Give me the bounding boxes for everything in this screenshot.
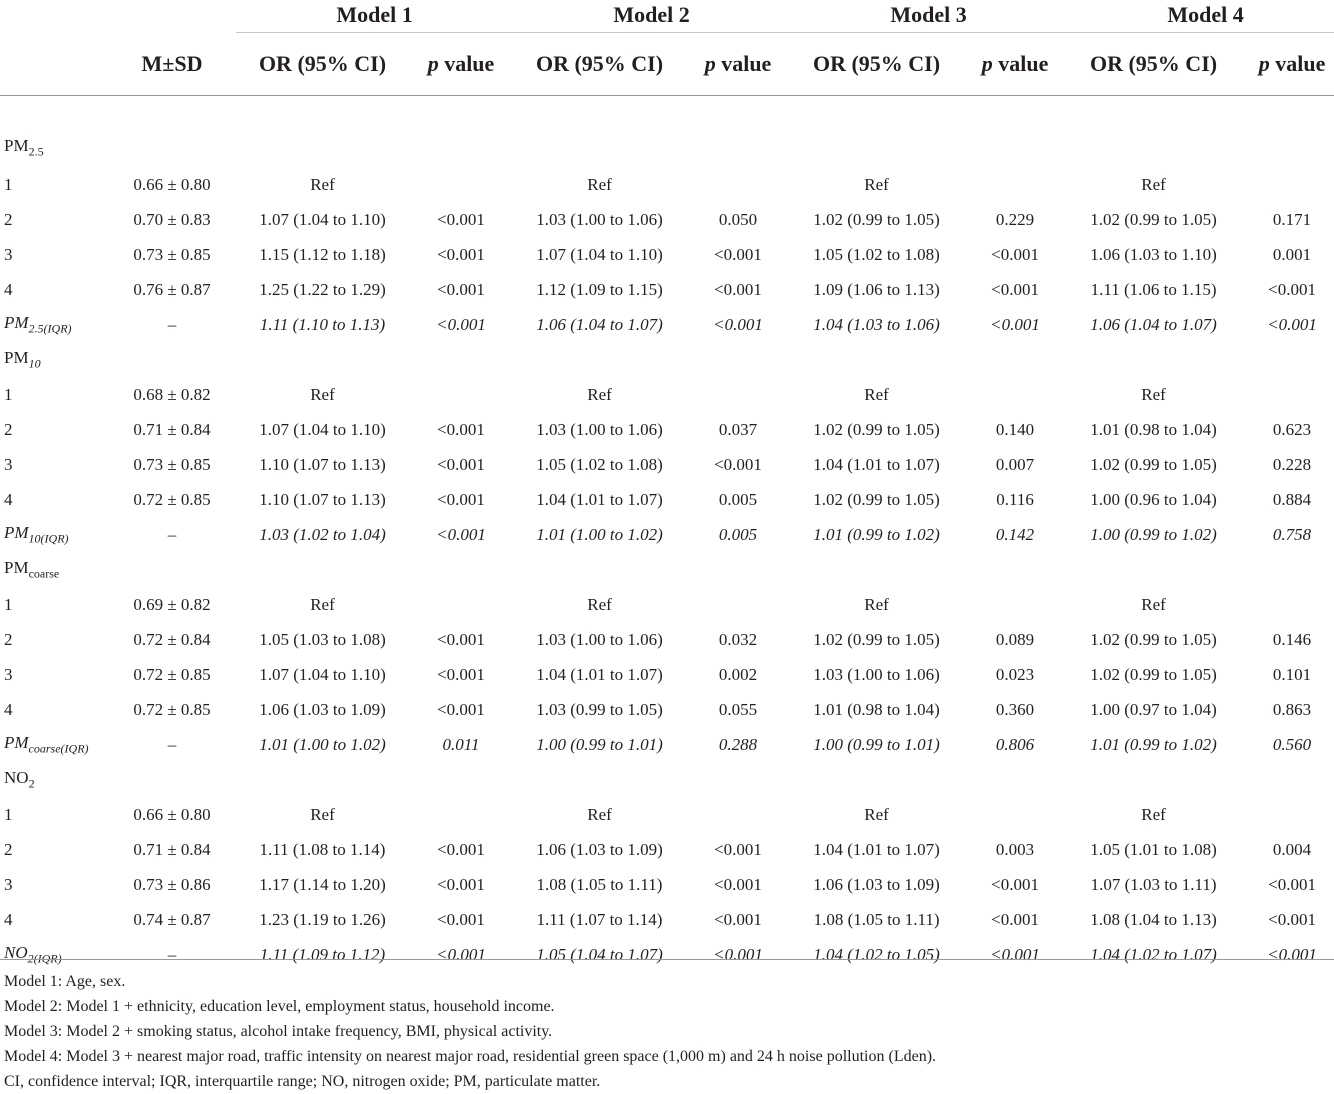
footnote: Model 1: Age, sex. <box>4 973 126 990</box>
p-value-cell <box>1240 797 1334 832</box>
p-value-cell: 0.623 <box>1272 419 1312 439</box>
p-value-cell: <0.001 <box>991 279 1039 299</box>
iqr-label: $PM_{2.5(IQR)}$ <box>4 312 72 336</box>
pollutant-label: $PM_{coarse}$ <box>4 557 60 581</box>
or-cell: 1.02 (0.99 to 1.05) <box>1090 664 1217 684</box>
p-value-header: p value <box>409 33 513 96</box>
footnote: Model 2: Model 1 + ethnicity, education level, employment status, household income. <box>4 998 555 1015</box>
or-cell: Ref <box>864 594 889 614</box>
or-cell: 1.07 (1.04 to 1.10) <box>536 244 663 264</box>
table-footnotes <box>4 969 936 1094</box>
iqr-row <box>0 727 1334 762</box>
p-value-cell: <0.001 <box>714 839 762 859</box>
msd-cell: 0.72 ± 0.85 <box>133 664 211 684</box>
footnote: CI, confidence interval; IQR, interquartile range; NO, nitrogen oxide; PM, particulate matter. <box>4 1073 601 1090</box>
p-value-cell: <0.001 <box>437 874 485 894</box>
or-cell: Ref <box>587 594 612 614</box>
p-value-cell: <0.001 <box>714 454 762 474</box>
or-cell: 1.05 (1.02 to 1.08) <box>813 244 940 264</box>
or-cell: 1.06 (1.03 to 1.10) <box>1090 244 1217 264</box>
iqr-label: $PM_{coarse(IQR)}$ <box>4 732 89 756</box>
p-value-cell: 0.142 <box>995 524 1035 544</box>
or-cell: 1.07 (1.04 to 1.10) <box>259 209 386 229</box>
p-value-cell: <0.001 <box>713 314 763 334</box>
p-value-cell: <0.001 <box>437 909 485 929</box>
or-cell: Ref <box>864 804 889 824</box>
p-value-cell: <0.001 <box>437 244 485 264</box>
or-cell: 1.04 (1.02 to 1.07) <box>1090 944 1217 964</box>
or-cell: 1.09 (1.06 to 1.13) <box>813 279 940 299</box>
or-cell: 1.17 (1.14 to 1.20) <box>259 874 386 894</box>
table-row <box>0 797 1334 832</box>
or-header: OR (95% CI) <box>236 33 409 96</box>
p-value-cell: 0.140 <box>995 419 1035 439</box>
or-cell: 1.01 (0.98 to 1.04) <box>813 699 940 719</box>
p-value-cell <box>963 797 1067 832</box>
p-value-cell <box>686 377 790 412</box>
p-value-cell: 0.884 <box>1272 489 1312 509</box>
table-row <box>0 657 1334 692</box>
or-cell: 1.08 (1.05 to 1.11) <box>813 909 940 929</box>
or-cell: 1.00 (0.96 to 1.04) <box>1090 489 1217 509</box>
msd-cell: 0.71 ± 0.84 <box>133 839 211 859</box>
msd-cell: 0.71 ± 0.84 <box>133 419 211 439</box>
pollutant-label: $PM_{2.5}$ <box>4 135 44 158</box>
table-row <box>0 587 1334 622</box>
iqr-row <box>0 307 1334 342</box>
or-header: OR (95% CI) <box>1067 33 1240 96</box>
msd-header: M±SD <box>108 33 236 96</box>
or-cell: 1.01 (1.00 to 1.02) <box>259 734 386 754</box>
or-cell: 1.03 (0.99 to 1.05) <box>536 699 663 719</box>
msd-cell: 0.73 ± 0.85 <box>133 244 211 264</box>
or-cell: Ref <box>1141 384 1166 404</box>
or-header: OR (95% CI) <box>513 33 686 96</box>
iqr-row <box>0 517 1334 552</box>
p-value-cell: <0.001 <box>1268 874 1316 894</box>
p-value-cell: 0.229 <box>995 209 1035 229</box>
msd-cell: 0.70 ± 0.83 <box>133 209 211 229</box>
msd-cell: – <box>167 734 177 754</box>
table-row <box>0 202 1334 237</box>
table-row <box>0 412 1334 447</box>
p-value-cell: 0.050 <box>718 209 758 229</box>
p-value-cell: <0.001 <box>437 699 485 719</box>
quartile-label: 2 <box>4 839 13 859</box>
p-value-cell: 0.116 <box>996 489 1034 509</box>
table-row <box>0 377 1334 412</box>
quartile-label: 2 <box>4 209 13 229</box>
p-value-cell: <0.001 <box>990 314 1040 334</box>
or-cell: 1.04 (1.01 to 1.07) <box>536 489 663 509</box>
p-value-cell: <0.001 <box>713 944 763 964</box>
p-value-cell: 0.001 <box>1272 244 1312 264</box>
or-cell: 1.07 (1.04 to 1.10) <box>259 419 386 439</box>
p-value-cell: 0.806 <box>995 734 1035 754</box>
p-value-cell: 0.360 <box>995 699 1035 719</box>
p-value-cell: 0.146 <box>1272 629 1312 649</box>
or-cell: 1.03 (1.00 to 1.06) <box>536 209 663 229</box>
or-cell: 1.01 (0.99 to 1.02) <box>1090 734 1217 754</box>
or-cell: 1.05 (1.02 to 1.08) <box>536 454 663 474</box>
or-cell: 1.07 (1.04 to 1.10) <box>259 664 386 684</box>
section-header-row <box>0 342 1334 377</box>
msd-cell: 0.72 ± 0.84 <box>133 629 211 649</box>
p-value-cell: 0.005 <box>718 524 758 544</box>
or-cell: 1.11 (1.06 to 1.15) <box>1090 279 1217 299</box>
p-value-cell: <0.001 <box>437 454 485 474</box>
pollutant-label: $NO_2$ <box>4 767 35 791</box>
p-value-cell: 0.011 <box>442 734 480 754</box>
p-value-cell: 0.758 <box>1272 524 1312 544</box>
p-value-cell: <0.001 <box>714 244 762 264</box>
msd-cell: 0.73 ± 0.86 <box>133 874 211 894</box>
footnote: Model 3: Model 2 + smoking status, alcohol intake frequency, BMI, physical activity. <box>4 1023 553 1040</box>
p-value-cell: <0.001 <box>437 664 485 684</box>
or-cell: 1.25 (1.22 to 1.29) <box>259 279 386 299</box>
quartile-label: 4 <box>4 909 13 929</box>
p-value-cell: 0.560 <box>1272 734 1312 754</box>
p-value-header: p value <box>963 33 1067 96</box>
or-cell: 1.07 (1.03 to 1.11) <box>1090 874 1217 894</box>
quartile-label: 3 <box>4 244 13 264</box>
or-cell: 1.02 (0.99 to 1.05) <box>813 419 940 439</box>
or-cell: 1.02 (0.99 to 1.05) <box>1090 454 1217 474</box>
pollutant-subscript: 10 <box>28 356 41 371</box>
quartile-label: 3 <box>4 664 13 684</box>
p-value-cell <box>963 587 1067 622</box>
table-row <box>0 622 1334 657</box>
or-cell: 1.08 (1.04 to 1.13) <box>1090 909 1217 929</box>
table-row <box>0 482 1334 517</box>
quartile-label: 2 <box>4 419 13 439</box>
p-value-cell <box>409 377 513 412</box>
table-body <box>0 96 1334 973</box>
or-cell: 1.02 (0.99 to 1.05) <box>813 629 940 649</box>
msd-cell: 0.69 ± 0.82 <box>133 594 211 614</box>
msd-cell: 0.72 ± 0.85 <box>133 699 211 719</box>
or-cell: Ref <box>1141 804 1166 824</box>
section-header-row <box>0 96 1334 168</box>
p-value-cell: 0.171 <box>1272 209 1312 229</box>
p-value-cell: <0.001 <box>437 629 485 649</box>
table-bottom-rule <box>0 959 1334 960</box>
or-cell: 1.01 (0.99 to 1.02) <box>813 524 940 544</box>
p-value-cell: 0.032 <box>718 629 758 649</box>
or-cell: 1.02 (0.99 to 1.05) <box>1090 209 1217 229</box>
section-header-row <box>0 552 1334 587</box>
table-row <box>0 867 1334 902</box>
header-blank <box>0 0 108 33</box>
or-cell: 1.00 (0.99 to 1.01) <box>813 734 940 754</box>
footnote: Model 4: Model 3 + nearest major road, traffic intensity on nearest major road, residential green space (1,000 m) and 24 h noise pollution (Lden). <box>4 1048 937 1065</box>
p-value-cell: <0.001 <box>990 944 1040 964</box>
header-blank <box>0 33 108 96</box>
p-value-cell: 0.101 <box>1272 664 1312 684</box>
header-blank <box>108 0 236 33</box>
or-cell: 1.04 (1.03 to 1.06) <box>813 314 940 334</box>
model-2-header: Model 2 <box>513 0 790 33</box>
or-cell: Ref <box>587 804 612 824</box>
quartile-label: 2 <box>4 629 13 649</box>
msd-cell: 0.72 ± 0.85 <box>133 489 211 509</box>
p-value-cell: <0.001 <box>991 909 1039 929</box>
or-cell: 1.08 (1.05 to 1.11) <box>536 874 663 894</box>
p-value-cell: 0.003 <box>995 839 1035 859</box>
section-header-row <box>0 762 1334 797</box>
iqr-label: $PM_{10(IQR)}$ <box>4 522 69 546</box>
p-value-cell: 0.863 <box>1272 699 1312 719</box>
table-row <box>0 272 1334 307</box>
quartile-label: 1 <box>4 174 13 194</box>
quartile-label: 1 <box>4 384 13 404</box>
or-cell: 1.02 (0.99 to 1.05) <box>1090 629 1217 649</box>
p-value-cell: 0.288 <box>718 734 758 754</box>
quartile-label: 3 <box>4 874 13 894</box>
msd-cell: 0.74 ± 0.87 <box>133 909 211 929</box>
p-value-cell: <0.001 <box>436 524 486 544</box>
p-value-cell <box>1240 377 1334 412</box>
p-value-cell <box>686 587 790 622</box>
or-cell: 1.00 (0.97 to 1.04) <box>1090 699 1217 719</box>
or-cell: Ref <box>587 174 612 194</box>
or-cell: 1.05 (1.03 to 1.08) <box>259 629 386 649</box>
p-value-cell: <0.001 <box>436 314 486 334</box>
or-cell: 1.05 (1.04 to 1.07) <box>536 944 663 964</box>
table-row <box>0 447 1334 482</box>
p-value-cell <box>409 167 513 202</box>
quartile-label: 4 <box>4 279 13 299</box>
or-cell: 1.02 (0.99 to 1.05) <box>813 209 940 229</box>
p-value-cell: 0.007 <box>995 454 1035 474</box>
p-value-cell: <0.001 <box>714 874 762 894</box>
or-cell: Ref <box>1141 174 1166 194</box>
p-value-cell: 0.055 <box>718 699 758 719</box>
or-cell: Ref <box>1141 594 1166 614</box>
msd-cell: – <box>167 524 177 544</box>
iqr-row <box>0 937 1334 972</box>
or-cell: 1.00 (0.99 to 1.02) <box>1090 524 1217 544</box>
quartile-label: 4 <box>4 699 13 719</box>
p-value-cell: 0.004 <box>1272 839 1312 859</box>
pollutant-label: $PM_{10}$ <box>4 347 41 371</box>
p-value-cell: <0.001 <box>437 839 485 859</box>
or-cell: 1.11 (1.08 to 1.14) <box>259 839 386 859</box>
or-cell: 1.11 (1.10 to 1.13) <box>259 314 386 334</box>
table-row <box>0 902 1334 937</box>
or-cell: 1.04 (1.01 to 1.07) <box>813 454 940 474</box>
p-value-cell <box>963 377 1067 412</box>
or-cell: 1.03 (1.02 to 1.04) <box>259 524 386 544</box>
p-value-cell: <0.001 <box>437 419 485 439</box>
p-value-cell: <0.001 <box>437 209 485 229</box>
quartile-label: 1 <box>4 594 13 614</box>
or-cell: 1.03 (1.00 to 1.06) <box>536 419 663 439</box>
p-value-cell: <0.001 <box>1267 944 1317 964</box>
table-row <box>0 167 1334 202</box>
p-value-cell: <0.001 <box>1268 909 1316 929</box>
p-value-cell <box>1240 587 1334 622</box>
table-row <box>0 832 1334 867</box>
p-value-cell: 0.089 <box>995 629 1035 649</box>
or-cell: 1.12 (1.09 to 1.15) <box>536 279 663 299</box>
or-cell: 1.06 (1.03 to 1.09) <box>813 874 940 894</box>
msd-cell: – <box>167 314 177 334</box>
p-value-cell: <0.001 <box>437 279 485 299</box>
p-value-cell: <0.001 <box>1268 279 1316 299</box>
or-cell: Ref <box>864 384 889 404</box>
or-cell: Ref <box>864 174 889 194</box>
p-value-cell <box>963 167 1067 202</box>
pollutant-subscript: coarse <box>28 566 60 581</box>
or-cell: 1.04 (1.02 to 1.05) <box>813 944 940 964</box>
p-value-cell: <0.001 <box>437 489 485 509</box>
pollutant-subscript: 2 <box>28 776 35 791</box>
msd-cell: 0.66 ± 0.80 <box>133 804 211 824</box>
or-cell: 1.15 (1.12 to 1.18) <box>259 244 386 264</box>
or-cell: 1.03 (1.00 to 1.06) <box>813 664 940 684</box>
or-cell: 1.04 (1.01 to 1.07) <box>813 839 940 859</box>
or-cell: 1.01 (1.00 to 1.02) <box>536 524 663 544</box>
p-value-header: p value <box>686 33 790 96</box>
model-3-header: Model 3 <box>790 0 1067 33</box>
p-value-cell: <0.001 <box>714 279 762 299</box>
msd-cell: 0.68 ± 0.82 <box>133 384 211 404</box>
msd-cell: – <box>167 944 177 964</box>
p-value-cell <box>409 797 513 832</box>
or-cell: 1.06 (1.03 to 1.09) <box>536 839 663 859</box>
model-1-header: Model 1 <box>236 0 513 33</box>
or-cell: 1.11 (1.09 to 1.12) <box>259 944 386 964</box>
table-row <box>0 237 1334 272</box>
p-value-cell: 0.037 <box>718 419 758 439</box>
p-value-cell <box>686 167 790 202</box>
msd-cell: 0.73 ± 0.85 <box>133 454 211 474</box>
p-value-cell: <0.001 <box>991 874 1039 894</box>
or-cell: 1.01 (0.98 to 1.04) <box>1090 419 1217 439</box>
or-cell: 1.10 (1.07 to 1.13) <box>259 454 386 474</box>
or-cell: 1.00 (0.99 to 1.01) <box>536 734 663 754</box>
p-value-cell: 0.023 <box>995 664 1035 684</box>
p-value-cell: 0.005 <box>718 489 758 509</box>
quartile-label: 3 <box>4 454 13 474</box>
or-cell: 1.05 (1.01 to 1.08) <box>1090 839 1217 859</box>
msd-cell: 0.76 ± 0.87 <box>133 279 211 299</box>
iqr-label: $NO_{2(IQR)}$ <box>4 942 62 966</box>
or-header: OR (95% CI) <box>790 33 963 96</box>
msd-cell: 0.66 ± 0.80 <box>133 174 211 194</box>
p-value-cell <box>409 587 513 622</box>
p-value-cell: 0.002 <box>718 664 758 684</box>
p-value-cell: <0.001 <box>991 244 1039 264</box>
p-value-cell: <0.001 <box>1267 314 1317 334</box>
model-4-header: Model 4 <box>1067 0 1334 33</box>
or-cell: 1.10 (1.07 to 1.13) <box>259 489 386 509</box>
column-header-row <box>0 33 1334 96</box>
or-cell: 1.23 (1.19 to 1.26) <box>259 909 386 929</box>
or-cell: 1.04 (1.01 to 1.07) <box>536 664 663 684</box>
quartile-label: 1 <box>4 804 13 824</box>
or-cell: Ref <box>310 594 335 614</box>
p-value-cell <box>686 797 790 832</box>
or-cell: 1.03 (1.00 to 1.06) <box>536 629 663 649</box>
p-value-cell: 0.228 <box>1272 454 1312 474</box>
or-cell: 1.06 (1.04 to 1.07) <box>536 314 663 334</box>
or-cell: Ref <box>310 384 335 404</box>
table-row <box>0 692 1334 727</box>
table-header <box>0 0 1334 96</box>
quartile-label: 4 <box>4 489 13 509</box>
pollutant-subscript: 2.5 <box>28 144 44 158</box>
p-value-header: p value <box>1240 33 1334 96</box>
or-cell: 1.02 (0.99 to 1.05) <box>813 489 940 509</box>
model-header-row <box>0 0 1334 33</box>
p-value-cell: <0.001 <box>436 944 486 964</box>
p-value-cell: <0.001 <box>714 909 762 929</box>
or-cell: Ref <box>310 804 335 824</box>
or-cell: 1.06 (1.03 to 1.09) <box>259 699 386 719</box>
p-value-cell <box>1240 167 1334 202</box>
or-cell: 1.11 (1.07 to 1.14) <box>536 909 663 929</box>
or-cell: Ref <box>310 174 335 194</box>
or-cell: 1.06 (1.04 to 1.07) <box>1090 314 1217 334</box>
or-cell: Ref <box>587 384 612 404</box>
